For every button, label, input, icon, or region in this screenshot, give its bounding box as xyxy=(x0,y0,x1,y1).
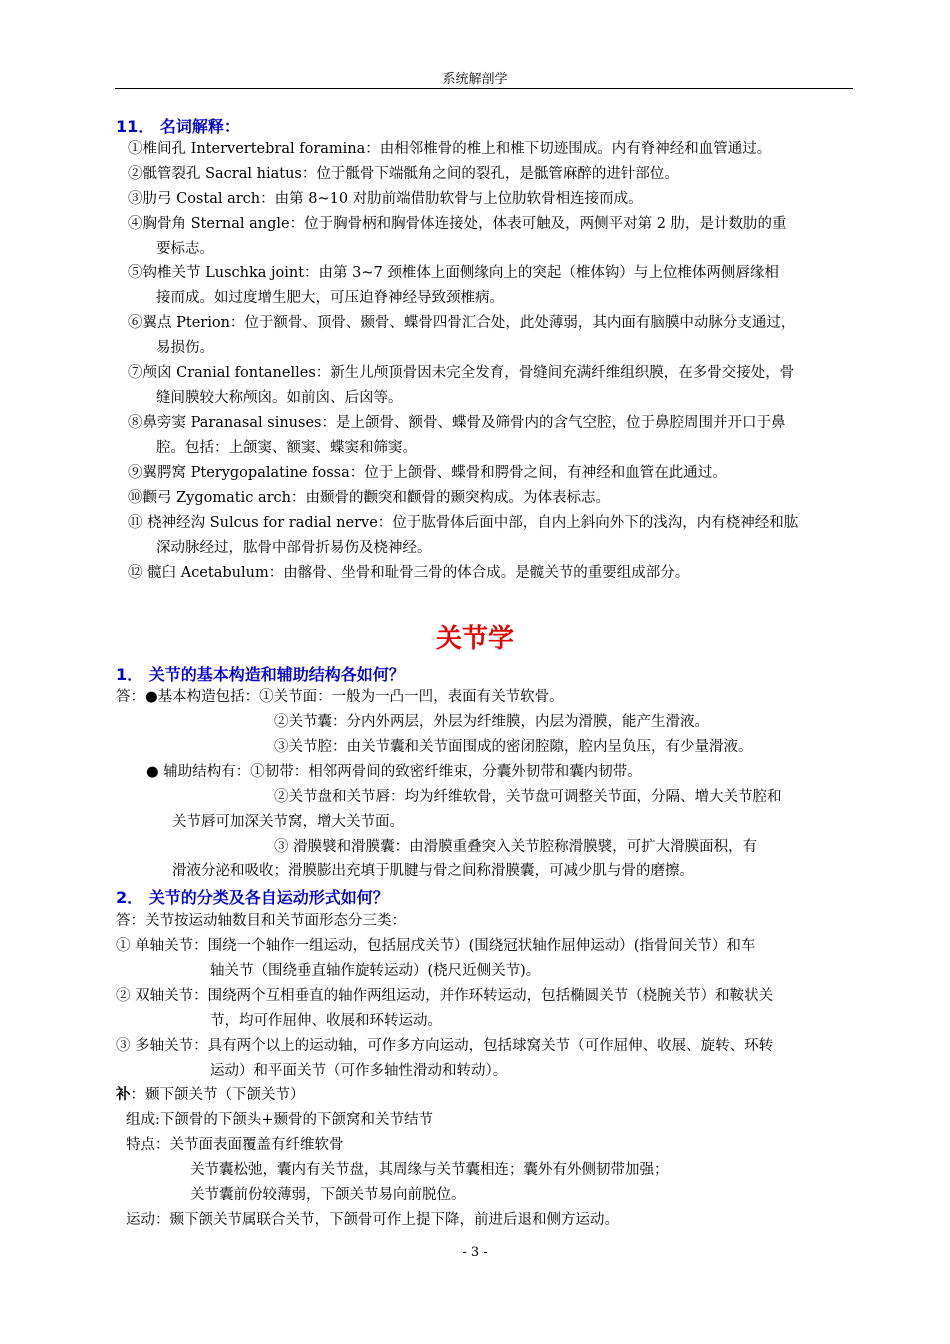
term-11: ⑪ 桡神经沟 Sulcus for radial nerve：位于肱骨体后面中部，自内上斜向外下的浅沟，内有桡神经和肱 xyxy=(128,515,799,531)
term-1: ①椎间孔 Intervertebral foramina：由相邻椎骨的椎上和椎下切迹围成。内有脊神经和血管通过。 xyxy=(128,141,772,157)
term-7-cont: 缝间膜较大称颅囟。如前囟、后囟等。 xyxy=(156,390,403,406)
page-number: - 3 - xyxy=(462,1245,488,1260)
terms-heading: 11． 名词解释： xyxy=(116,117,240,136)
q1-line: ③ 滑膜襞和滑膜囊：由滑膜重叠突入关节腔称滑膜襞，可扩大滑膜面积，有 xyxy=(274,839,758,855)
q1-line: 滑液分泌和吸收；滑膜膨出充填于肌腱与骨之间称滑膜囊，可减少肌与骨的磨擦。 xyxy=(172,863,694,879)
q1-heading: 1． 关节的基本构造和辅助结构各如何？ xyxy=(116,665,405,684)
supplement-line: 关节囊前份较薄弱，下颌关节易向前脱位。 xyxy=(190,1187,466,1203)
q2-line: ③ 多轴关节：具有两个以上的运动轴，可作多方向运动，包括球窝关节（可作屈伸、收展、旋转、环转 xyxy=(116,1038,774,1054)
q2-line: ② 双轴关节：围绕两个互相垂直的轴作两组运动，并作环转运动，包括椭圆关节（桡腕关节）和鞍状关 xyxy=(116,988,774,1004)
supplement-line: 关节囊松弛，囊内有关节盘，其周缘与关节囊相连；囊外有外侧韧带加强； xyxy=(190,1162,669,1178)
supplement-line: 运动：颞下颌关节属联合关节，下颌骨可作上提下降，前进后退和侧方运动。 xyxy=(126,1212,619,1228)
term-3: ③肋弓 Costal arch：由第 8~10 对肋前端借肋软骨与上位肋软骨相连接而成。 xyxy=(128,191,643,207)
term-10: ⑩颧弓 Zygomatic arch：由颞骨的颧突和颧骨的颞突构成。为体表标志。 xyxy=(128,490,611,506)
q1-line: 关节唇可加深关节窝，增大关节面。 xyxy=(172,814,404,830)
q1-line: ②关节盘和关节唇：均为纤维软骨，关节盘可调整关节面，分隔、增大关节腔和 xyxy=(274,789,782,805)
q2-line: 运动）和平面关节（可作多轴性滑动和转动）。 xyxy=(210,1063,508,1079)
term-4-cont: 要标志。 xyxy=(156,241,214,257)
term-5: ⑤钩椎关节 Luschka joint：由第 3~7 颈椎体上面侧缘向上的突起（椎体钩）与上位椎体两侧唇缘相 xyxy=(128,265,779,281)
term-7: ⑦颅囟 Cranial fontanelles：新生儿颅顶骨因未完全发育，骨缝间充满纤维组织膜，在多骨交接处，骨 xyxy=(128,365,795,381)
header-rule xyxy=(115,88,853,89)
q1-line: ③关节腔：由关节囊和关节面围成的密闭腔隙，腔内呈负压，有少量滑液。 xyxy=(274,739,753,755)
supplement-line: 特点：关节面表面覆盖有纤维软骨 xyxy=(126,1137,344,1153)
supplement-label: 补 xyxy=(116,1086,131,1103)
q2-heading: 2． 关节的分类及各自运动形式如何？ xyxy=(116,888,389,907)
q1-line: ● 辅助结构有：①韧带：相邻两骨间的致密纤维束，分囊外韧带和囊内韧带。 xyxy=(146,764,642,780)
term-8-cont: 腔。包括：上颌窦、额窦、蝶窦和筛窦。 xyxy=(156,440,417,456)
term-12: ⑫ 髋臼 Acetabulum：由髂骨、坐骨和耻骨三骨的体合成。是髋关节的重要组成部分。 xyxy=(128,565,690,581)
term-8: ⑧鼻旁窦 Paranasal sinuses：是上颌骨、额骨、蝶骨及筛骨内的含气空腔，位于鼻腔周围并开口于鼻 xyxy=(128,415,786,431)
q2-line: 轴关节（围绕垂直轴作旋转运动）(桡尺近侧关节)。 xyxy=(210,963,541,979)
term-4: ④胸骨角 Sternal angle：位于胸骨柄和胸骨体连接处，体表可触及，两侧平对第 2 肋，是计数肋的重 xyxy=(128,216,787,232)
page-header: 系统解剖学 xyxy=(442,72,508,87)
q2-line: 节，均可作屈伸、收展和环转运动。 xyxy=(210,1013,442,1029)
term-11-cont: 深动脉经过，肱骨中部骨折易伤及桡神经。 xyxy=(156,540,432,556)
term-9: ⑨翼腭窝 Pterygopalatine fossa：位于上颌骨、蝶骨和腭骨之间，有神经和血管在此通过。 xyxy=(128,465,727,481)
q2-line: 答：关节按运动轴数目和关节面形态分三类： xyxy=(116,913,406,929)
q2-line: ① 单轴关节：围绕一个轴作一组运动，包括屈戌关节）(围绕冠状轴作屈伸运动）(指骨间关节）和车 xyxy=(116,938,756,954)
term-6: ⑥翼点 Pterion：位于额骨、顶骨、颞骨、蝶骨四骨汇合处，此处薄弱，其内面有脑膜中动脉分支通过， xyxy=(128,315,796,331)
supplement-title xyxy=(116,1084,305,1106)
chapter-title: 关节学 xyxy=(435,624,514,654)
q1-line: 答：●基本构造包括：①关节面：一般为一凸一凹，表面有关节软骨。 xyxy=(116,689,564,705)
term-2: ②骶管裂孔 Sacral hiatus：位于骶骨下端骶角之间的裂孔，是骶管麻醉的进针部位。 xyxy=(128,166,679,182)
supplement-title-text: ：颞下颌关节（下颌关节） xyxy=(130,1087,305,1103)
q1-line: ②关节囊：分内外两层，外层为纤维膜，内层为滑膜，能产生滑液。 xyxy=(274,714,709,730)
term-6-cont: 易损伤。 xyxy=(156,340,214,356)
supplement-line: 组成:下颌骨的下颌头+颞骨的下颌窝和关节结节 xyxy=(126,1112,434,1128)
term-5-cont: 接而成。如过度增生肥大，可压迫脊神经导致颈椎病。 xyxy=(156,290,504,306)
